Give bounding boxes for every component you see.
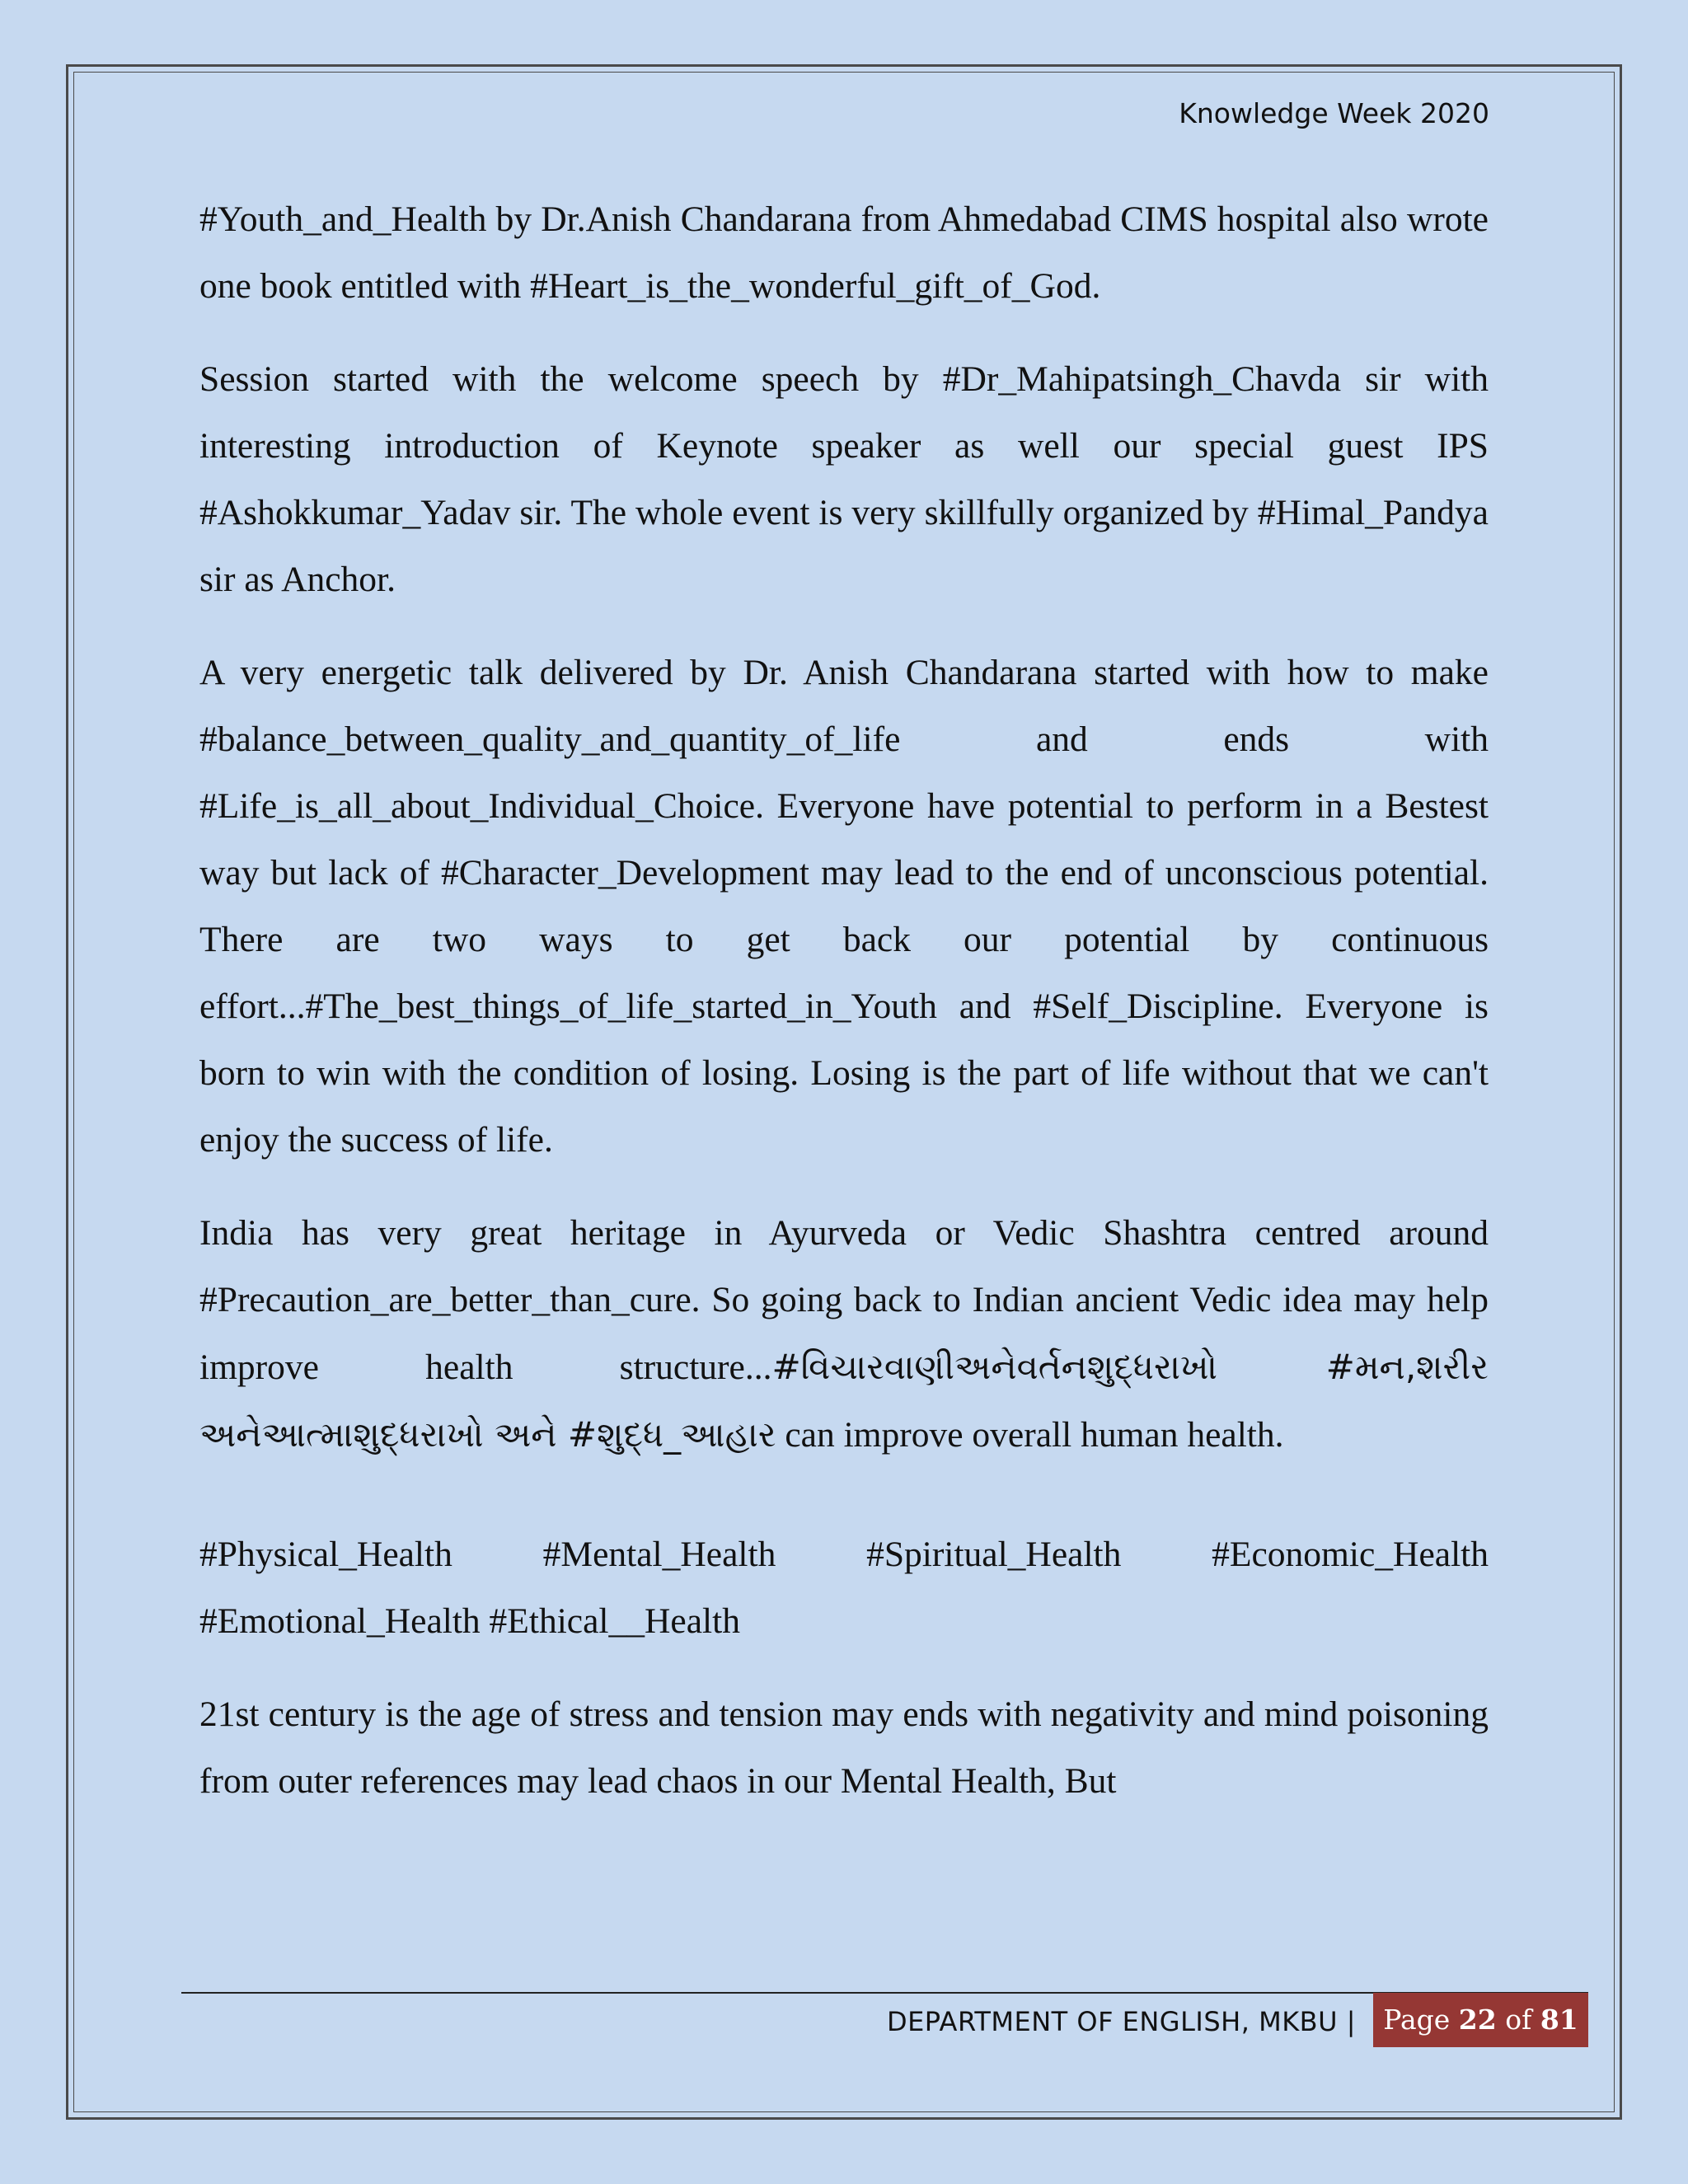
page-number: 22	[1458, 2004, 1497, 2036]
heritage-text-end: can improve overall human health.	[776, 1415, 1284, 1455]
paragraph-health-hashtags: #Physical_Health #Mental_Health #Spiritual_Health #Economic_Health #Emotional_Health #Ethical__Health	[199, 1535, 1489, 1641]
heritage-text-start: India has very great heritage in Ayurveda or Vedic Shashtra centred around #Precaution_are_better_than_cure. So going back to Indian ancient Vedic idea may help improve health structure...	[199, 1213, 1489, 1387]
of-word: of	[1505, 2004, 1532, 2036]
paragraph-21st-century: 21st century is the age of stress and tension may ends with negativity and mind poisoning from outer references may lead chaos in our Mental Health, But	[199, 1694, 1489, 1801]
gujarati-hashtags: #વિચારવાણીઅનેવર્તનશુદ્ધરાખો #મન,શરીર અનેઆત્માશુદ્ધરાખો અને #શુદ્ધ_આહાર	[199, 1347, 1489, 1455]
paragraph-youth-and-health: #Youth_and_Health by Dr.Anish Chandarana from Ahmedabad CIMS hospital also wrote one book entitled with #Heart_is_the_wonderful_gift_of_God.	[199, 199, 1489, 306]
footer-department: DEPARTMENT OF ENGLISH, MKBU |	[886, 2006, 1356, 2037]
page-total: 81	[1540, 2004, 1578, 2036]
paragraph-session-intro: Session started with the welcome speech by #Dr_Mahipatsingh_Chavda sir with interesting introduction of Keynote speaker as well our special guest IPS #Ashokkumar_Yadav sir. The whole event is very skillfully organized by #Himal_Pandya sir as Anchor.	[199, 359, 1489, 599]
page-word: Page	[1383, 2004, 1451, 2036]
page-number-badge	[1373, 1993, 1588, 2047]
document-body	[199, 186, 1489, 1841]
paragraph-energetic-talk: A very energetic talk delivered by Dr. Anish Chandarana started with how to make #balance_between_quality_and_quantity_of_life and ends with #Life_is_all_about_Individual_Choice. Everyone have potential to perform in a Bestest way but lack of #Character_Development may lead to the end of unconscious potential. There are two ways to get back our potential by continuous effort...#The_best_things_of_life_started_in_Youth and #Self_Discipline. Everyone is born to win with the condition of losing. Losing is the part of life without that we can't enjoy the success of life.	[199, 653, 1489, 1160]
running-header: Knowledge Week 2020	[1179, 97, 1489, 129]
paragraph-indian-heritage	[199, 1200, 1489, 1469]
